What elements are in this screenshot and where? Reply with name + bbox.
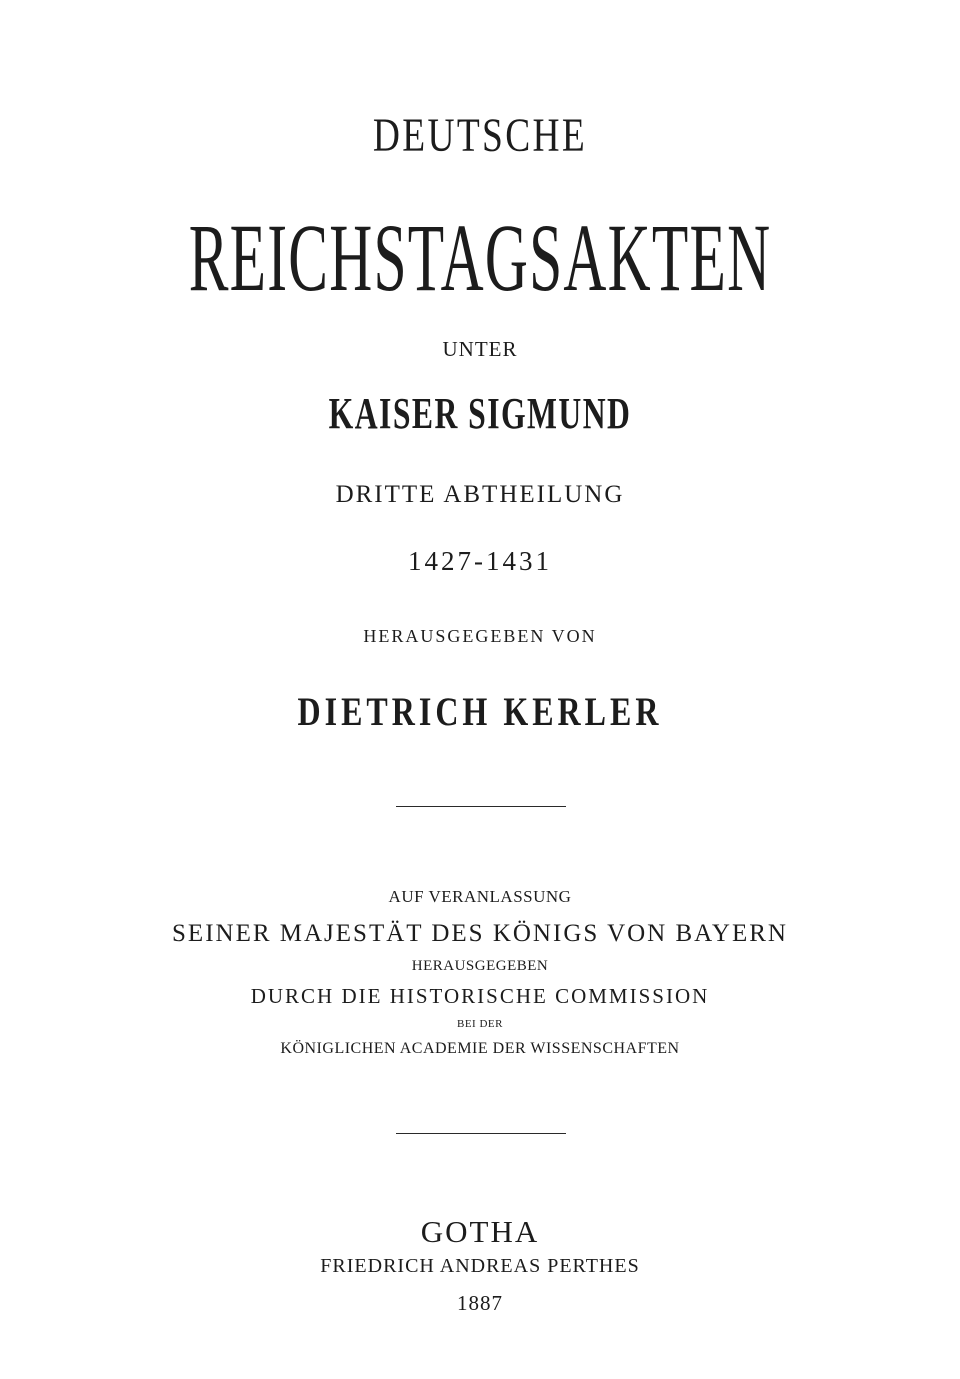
commission-line-3: HERAUSGEGEBEN (411, 958, 549, 974)
years-range: 1427-1431 (408, 546, 552, 576)
imprint-place: GOTHA (420, 1214, 540, 1249)
commission-line-2: SEINER MAJESTÄT DES KÖNIGS VON BAYERN (172, 920, 788, 947)
commission-line-1: AUF VERANLASSUNG (388, 887, 572, 906)
commission-line-6: KÖNIGLICHEN ACADEMIE DER WISSENSCHAFTEN (280, 1040, 680, 1057)
under-label: UNTER (442, 337, 518, 361)
imprint-year: 1887 (457, 1291, 503, 1315)
imprint-publisher: FRIEDRICH ANDREAS PERTHES (320, 1255, 640, 1277)
division-label: DRITTE ABTHEILUNG (335, 481, 625, 508)
edited-by-label: HERAUSGEGEBEN VON (363, 626, 597, 646)
commission-line-5: BEI DER (457, 1018, 503, 1030)
emperor-name: KAISER SIGMUND (328, 389, 632, 438)
editor-name: DIETRICH KERLER (297, 689, 663, 734)
divider-rule-bottom (396, 1133, 566, 1134)
commission-line-4: DURCH DIE HISTORISCHE COMMISSION (250, 984, 710, 1008)
series-title-line1: DEUTSCHE (372, 109, 588, 162)
divider-rule-top (396, 806, 566, 807)
series-title-line2: REICHSTAGSAKTEN (188, 204, 772, 311)
